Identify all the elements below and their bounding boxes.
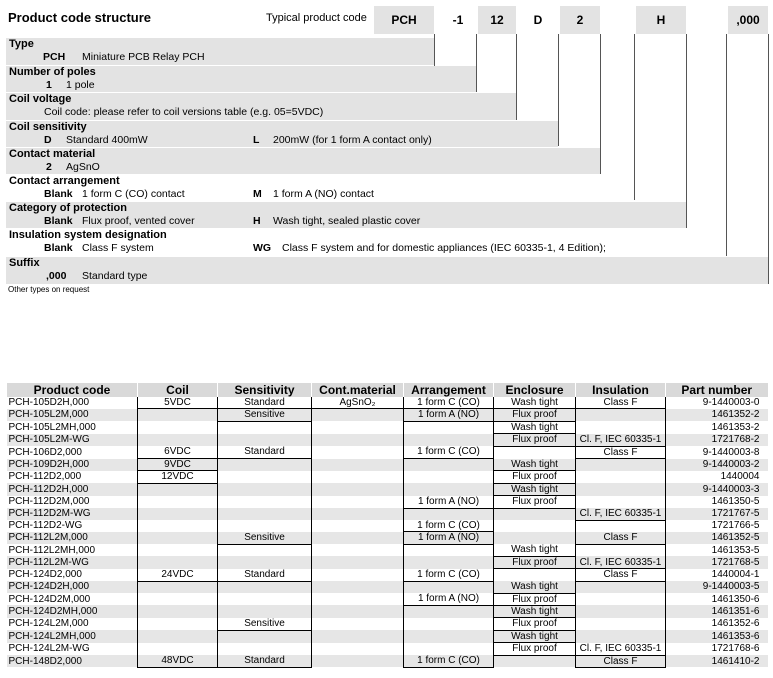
table-cell bbox=[576, 605, 666, 617]
table-cell: 1721768-2 bbox=[666, 434, 768, 446]
table-cell bbox=[404, 544, 494, 556]
column-header: Insulation bbox=[576, 383, 666, 397]
code-arrangement bbox=[604, 6, 634, 34]
table-cell: PCH-109D2H,000 bbox=[7, 459, 138, 471]
table-cell: Class F bbox=[576, 397, 666, 409]
table-cell: 1461353-6 bbox=[666, 630, 768, 642]
table-cell bbox=[218, 471, 312, 483]
table-cell bbox=[576, 496, 666, 508]
table-cell: Standard bbox=[218, 569, 312, 581]
table-cell bbox=[138, 630, 218, 642]
option-desc: Flux proof, vented cover bbox=[82, 215, 195, 227]
option-code: PCH bbox=[43, 51, 66, 63]
table-cell: 9VDC bbox=[138, 459, 218, 471]
table-cell bbox=[218, 483, 312, 495]
section-title: Category of protection bbox=[9, 202, 127, 214]
table-cell bbox=[404, 630, 494, 642]
table-cell bbox=[494, 532, 576, 544]
table-cell: Flux proof bbox=[494, 434, 576, 446]
table-row bbox=[7, 409, 768, 421]
table-cell: PCH-105D2H,000 bbox=[8, 397, 90, 409]
table-cell: PCH-112L2M,000 bbox=[7, 532, 138, 544]
section-contact-arrangement bbox=[6, 175, 634, 201]
table-cell: Sensitive bbox=[218, 618, 312, 630]
table-cell bbox=[138, 593, 218, 605]
table-row bbox=[7, 581, 768, 593]
option-code: 2 bbox=[46, 161, 52, 173]
table-cell bbox=[312, 569, 404, 581]
table-cell: 1461352-5 bbox=[666, 532, 768, 544]
section-title: Coil sensitivity bbox=[9, 121, 87, 133]
column-header: Sensitivity bbox=[218, 383, 312, 397]
table-cell: Wash tight bbox=[494, 581, 576, 593]
typical-code-label: Typical product code bbox=[266, 12, 367, 24]
section-title: Contact material bbox=[9, 148, 96, 160]
table-cell: Class F bbox=[576, 532, 666, 544]
table-cell bbox=[312, 409, 404, 421]
table-cell: 1721768-6 bbox=[666, 643, 768, 655]
option-desc: Miniature PCB Relay PCH bbox=[82, 51, 205, 63]
table-row bbox=[7, 556, 768, 568]
table-cell bbox=[404, 471, 494, 483]
table-cell bbox=[494, 655, 576, 667]
table-cell: 24VDC bbox=[138, 569, 218, 581]
table-cell bbox=[576, 471, 666, 483]
table-cell bbox=[312, 630, 404, 642]
table-cell: PCH-112D2,000 bbox=[8, 471, 82, 483]
table-cell bbox=[494, 569, 576, 581]
code-coil: 12 bbox=[478, 6, 516, 34]
table-cell bbox=[312, 446, 404, 458]
table-cell: Flux proof bbox=[494, 643, 576, 655]
table-cell bbox=[218, 434, 312, 446]
table-cell: 1461353-2 bbox=[666, 421, 768, 433]
table-row bbox=[7, 569, 768, 581]
table-cell bbox=[218, 508, 312, 520]
table-cell: Sensitive bbox=[218, 409, 312, 421]
table-cell bbox=[138, 605, 218, 617]
table-cell: Wash tight bbox=[494, 421, 576, 433]
table-cell: 5VDC bbox=[138, 397, 218, 409]
table-cell: Flux proof bbox=[494, 556, 576, 568]
table-cell: 1461352-2 bbox=[666, 409, 768, 421]
table-cell bbox=[138, 520, 218, 532]
section-poles bbox=[6, 66, 476, 92]
table-cell: 9-1440003-2 bbox=[666, 459, 768, 471]
table-cell: 1 form C (CO) bbox=[404, 397, 494, 409]
table-cell: 1461351-6 bbox=[666, 605, 768, 617]
table-row bbox=[7, 605, 768, 617]
table-cell: PCH-112D2M,000 bbox=[8, 496, 90, 508]
table-cell: Wash tight bbox=[494, 459, 576, 471]
option-code: Blank bbox=[44, 188, 73, 200]
table-cell: 1721768-5 bbox=[666, 556, 768, 568]
table-cell: PCH-112D2H,000 bbox=[7, 483, 138, 495]
table-row bbox=[7, 655, 768, 667]
table-cell: 12VDC bbox=[138, 471, 218, 483]
table-cell bbox=[312, 508, 404, 520]
table-row bbox=[7, 618, 768, 630]
option-desc: 1 form A (NO) contact bbox=[273, 188, 374, 200]
table-cell bbox=[576, 483, 666, 495]
table-cell: 9-1440003-3 bbox=[666, 483, 768, 495]
column-header: Cont.material bbox=[312, 383, 404, 397]
table-cell bbox=[138, 532, 218, 544]
column-header: Enclosure bbox=[494, 383, 576, 397]
table-cell bbox=[218, 605, 312, 617]
code-poles: -1 bbox=[440, 6, 476, 34]
table-cell: 1461352-6 bbox=[666, 618, 768, 630]
table-cell bbox=[312, 520, 404, 532]
section-title: Number of poles bbox=[9, 66, 96, 78]
page-title: Product code structure bbox=[8, 10, 152, 25]
table-cell: PCH-105L2MH,000 bbox=[8, 421, 96, 433]
table-cell: Wash tight bbox=[494, 544, 576, 556]
section-title: Suffix bbox=[9, 257, 40, 269]
table-cell bbox=[312, 593, 404, 605]
option-desc: AgSnO bbox=[66, 161, 100, 173]
table-cell: PCH-148D2,000 bbox=[7, 655, 138, 667]
column-header: Part number bbox=[666, 383, 768, 397]
table-row bbox=[7, 483, 768, 495]
table-cell: PCH-106D2,000 bbox=[8, 446, 82, 458]
table-cell bbox=[138, 581, 218, 593]
table-cell: PCH-124D2M,000 bbox=[8, 593, 91, 605]
table-cell: Wash tight bbox=[494, 483, 576, 495]
table-cell: PCH-124L2M-WG bbox=[8, 643, 90, 655]
section-title: Type bbox=[9, 38, 34, 50]
table-cell: 1461410-2 bbox=[666, 655, 768, 667]
option-desc: Standard type bbox=[82, 270, 148, 282]
table-cell bbox=[312, 532, 404, 544]
product-table bbox=[6, 383, 768, 668]
table-cell: Class F bbox=[576, 446, 666, 458]
table-cell: 1 form A (NO) bbox=[404, 496, 494, 508]
table-cell: 9-1440003-5 bbox=[666, 581, 768, 593]
option-code: WG bbox=[253, 242, 272, 254]
table-cell bbox=[312, 655, 404, 667]
table-cell bbox=[138, 409, 218, 421]
table-cell bbox=[494, 508, 576, 520]
table-row bbox=[7, 421, 768, 433]
table-cell bbox=[312, 471, 404, 483]
table-cell: Wash tight bbox=[494, 397, 576, 409]
table-cell: 1461350-6 bbox=[666, 593, 768, 605]
table-cell bbox=[312, 556, 404, 568]
table-cell bbox=[576, 618, 666, 630]
table-cell bbox=[138, 556, 218, 568]
section-coil-sensitivity bbox=[6, 121, 558, 147]
code-protection: H bbox=[636, 6, 686, 34]
table-cell bbox=[138, 496, 218, 508]
table-cell: 1 form C (CO) bbox=[404, 655, 494, 667]
option-code: ,000 bbox=[46, 270, 67, 282]
column-header: Arrangement bbox=[404, 383, 494, 397]
table-cell: 1461350-5 bbox=[666, 496, 768, 508]
table-cell: PCH-124D2,000 bbox=[8, 569, 82, 581]
column-header: Product code bbox=[7, 383, 138, 397]
table-cell bbox=[312, 459, 404, 471]
section-contact-material bbox=[6, 148, 600, 174]
table-cell: 9-1440003-8 bbox=[666, 446, 768, 458]
table-cell bbox=[312, 421, 404, 433]
table-row bbox=[7, 446, 768, 458]
table-cell: PCH-105L2M-WG bbox=[7, 434, 138, 446]
code-material: 2 bbox=[560, 6, 600, 34]
option-desc: 1 form C (CO) contact bbox=[82, 188, 185, 200]
table-cell bbox=[312, 496, 404, 508]
option-desc: 200mW (for 1 form A contact only) bbox=[273, 134, 432, 146]
table-cell bbox=[218, 556, 312, 568]
table-cell: Standard bbox=[218, 446, 312, 458]
table-cell: 1 form A (NO) bbox=[404, 532, 494, 544]
table-cell bbox=[404, 483, 494, 495]
table-cell: Flux proof bbox=[494, 471, 576, 483]
table-cell bbox=[138, 421, 218, 433]
table-cell: PCH-112L2MH,000 bbox=[8, 544, 96, 556]
table-cell bbox=[404, 434, 494, 446]
table-cell: Standard bbox=[218, 655, 312, 667]
table-cell bbox=[138, 483, 218, 495]
table-row bbox=[7, 459, 768, 471]
section-coil-voltage bbox=[6, 93, 516, 120]
table-cell bbox=[576, 544, 666, 556]
table-cell bbox=[218, 459, 312, 471]
table-cell: PCH-112L2M-WG bbox=[7, 556, 138, 568]
table-cell bbox=[218, 643, 312, 655]
table-cell: PCH-112D2-WG bbox=[8, 520, 83, 532]
table-cell: Class F bbox=[576, 655, 666, 667]
table-cell bbox=[218, 520, 312, 532]
table-cell bbox=[576, 630, 666, 642]
table-cell: Flux proof bbox=[494, 618, 576, 630]
table-cell: 1 form A (NO) bbox=[404, 593, 494, 605]
table-cell bbox=[494, 446, 576, 458]
table-cell bbox=[576, 581, 666, 593]
table-cell bbox=[138, 508, 218, 520]
code-suffix: ,000 bbox=[728, 6, 768, 34]
table-cell: Flux proof bbox=[494, 593, 576, 605]
table-cell: Sensitive bbox=[218, 532, 312, 544]
option-code: D bbox=[44, 134, 52, 146]
table-cell: Cl. F, IEC 60335-1 bbox=[576, 556, 666, 568]
code-sensitivity: D bbox=[518, 6, 558, 34]
section-insulation bbox=[6, 229, 726, 256]
table-cell: 1440004-1 bbox=[666, 569, 768, 581]
table-cell: Cl. F, IEC 60335-1 bbox=[576, 434, 666, 446]
option-desc: Standard 400mW bbox=[66, 134, 148, 146]
table-cell: Flux proof bbox=[494, 496, 576, 508]
table-cell: 1 form C (CO) bbox=[404, 569, 494, 581]
table-cell: PCH-112D2M-WG bbox=[7, 508, 138, 520]
table-cell bbox=[138, 544, 218, 556]
table-row bbox=[7, 471, 768, 483]
table-cell bbox=[312, 544, 404, 556]
table-cell bbox=[576, 459, 666, 471]
option-desc: Coil code: please refer to coil versions table (e.g. 05=5VDC) bbox=[44, 106, 324, 118]
table-cell: 1 form A (NO) bbox=[404, 409, 494, 421]
table-cell bbox=[312, 618, 404, 630]
table-cell: 6VDC bbox=[138, 446, 218, 458]
table-cell bbox=[138, 434, 218, 446]
table-cell bbox=[404, 605, 494, 617]
table-cell: 1440004 bbox=[666, 471, 768, 483]
table-row bbox=[7, 593, 768, 605]
table-cell bbox=[312, 483, 404, 495]
option-desc: Class F system bbox=[82, 242, 154, 254]
option-desc: Class F system and for domestic appliances (IEC 60335-1, 4 Edition); bbox=[282, 242, 606, 254]
table-cell: 1 form C (CO) bbox=[404, 520, 494, 532]
section-title: Coil voltage bbox=[9, 93, 72, 105]
section-protection bbox=[6, 202, 686, 228]
table-cell: PCH-124D2H,000 bbox=[7, 581, 138, 593]
table-cell: PCH-124D2MH,000 bbox=[7, 605, 138, 617]
table-cell bbox=[312, 434, 404, 446]
table-cell: 9-1440003-0 bbox=[666, 397, 768, 409]
column-header: Coil bbox=[138, 383, 218, 397]
table-cell bbox=[218, 630, 312, 642]
option-code: 1 bbox=[46, 79, 52, 91]
table-row bbox=[7, 532, 768, 544]
option-code: L bbox=[253, 134, 260, 146]
table-cell bbox=[404, 459, 494, 471]
table-cell bbox=[138, 618, 218, 630]
table-cell: 1 form C (CO) bbox=[404, 446, 494, 458]
table-row bbox=[7, 434, 768, 446]
table-cell: Wash tight bbox=[494, 630, 576, 642]
table-cell bbox=[576, 520, 666, 532]
section-type bbox=[6, 38, 434, 65]
table-cell bbox=[404, 618, 494, 630]
table-cell: 1721766-5 bbox=[666, 520, 768, 532]
table-cell: Flux proof bbox=[494, 409, 576, 421]
table-header-row bbox=[7, 383, 768, 397]
section-title: Contact arrangement bbox=[9, 175, 120, 187]
option-desc: 1 pole bbox=[66, 79, 95, 91]
table-cell: Class F bbox=[576, 569, 666, 581]
table-cell: AgSnO₂ bbox=[312, 397, 404, 409]
table-cell bbox=[404, 581, 494, 593]
option-desc: Wash tight, sealed plastic cover bbox=[273, 215, 421, 227]
table-cell bbox=[404, 643, 494, 655]
table-row bbox=[7, 544, 768, 556]
table-cell bbox=[218, 496, 312, 508]
option-code: M bbox=[253, 188, 262, 200]
table-cell: Cl. F, IEC 60335-1 bbox=[576, 643, 666, 655]
table-cell: Cl. F, IEC 60335-1 bbox=[576, 508, 666, 520]
table-cell: PCH-105L2M,000 bbox=[7, 409, 138, 421]
table-cell bbox=[312, 643, 404, 655]
table-cell bbox=[404, 508, 494, 520]
table-cell bbox=[576, 593, 666, 605]
table-cell: 1721767-5 bbox=[666, 508, 768, 520]
code-insulation bbox=[690, 6, 726, 34]
table-cell bbox=[404, 421, 494, 433]
table-row bbox=[7, 630, 768, 642]
table-cell bbox=[138, 643, 218, 655]
table-cell bbox=[404, 556, 494, 568]
table-cell bbox=[576, 409, 666, 421]
option-code: Blank bbox=[44, 215, 73, 227]
table-cell: Standard bbox=[218, 397, 312, 409]
option-code: H bbox=[253, 215, 261, 227]
table-row bbox=[7, 397, 768, 409]
code-type: PCH bbox=[374, 6, 434, 34]
table-cell: 48VDC bbox=[138, 655, 218, 667]
table-cell: 1461353-5 bbox=[666, 544, 768, 556]
section-suffix bbox=[6, 257, 768, 284]
note-text: Other types on request bbox=[8, 285, 90, 294]
table-cell: Wash tight bbox=[494, 605, 576, 617]
table-row bbox=[7, 520, 768, 532]
table-cell: PCH-124L2M,000 bbox=[8, 618, 89, 630]
section-title: Insulation system designation bbox=[9, 229, 167, 241]
table-cell bbox=[576, 421, 666, 433]
table-row bbox=[7, 643, 768, 655]
table-cell bbox=[312, 605, 404, 617]
table-cell bbox=[218, 581, 312, 593]
table-cell: PCH-124L2MH,000 bbox=[7, 630, 138, 642]
table-cell bbox=[218, 544, 312, 556]
table-row bbox=[7, 508, 768, 520]
table-cell bbox=[494, 520, 576, 532]
option-code: Blank bbox=[44, 242, 73, 254]
table-row bbox=[7, 496, 768, 508]
table-cell bbox=[218, 421, 312, 433]
table-cell bbox=[218, 593, 312, 605]
table-cell bbox=[312, 581, 404, 593]
